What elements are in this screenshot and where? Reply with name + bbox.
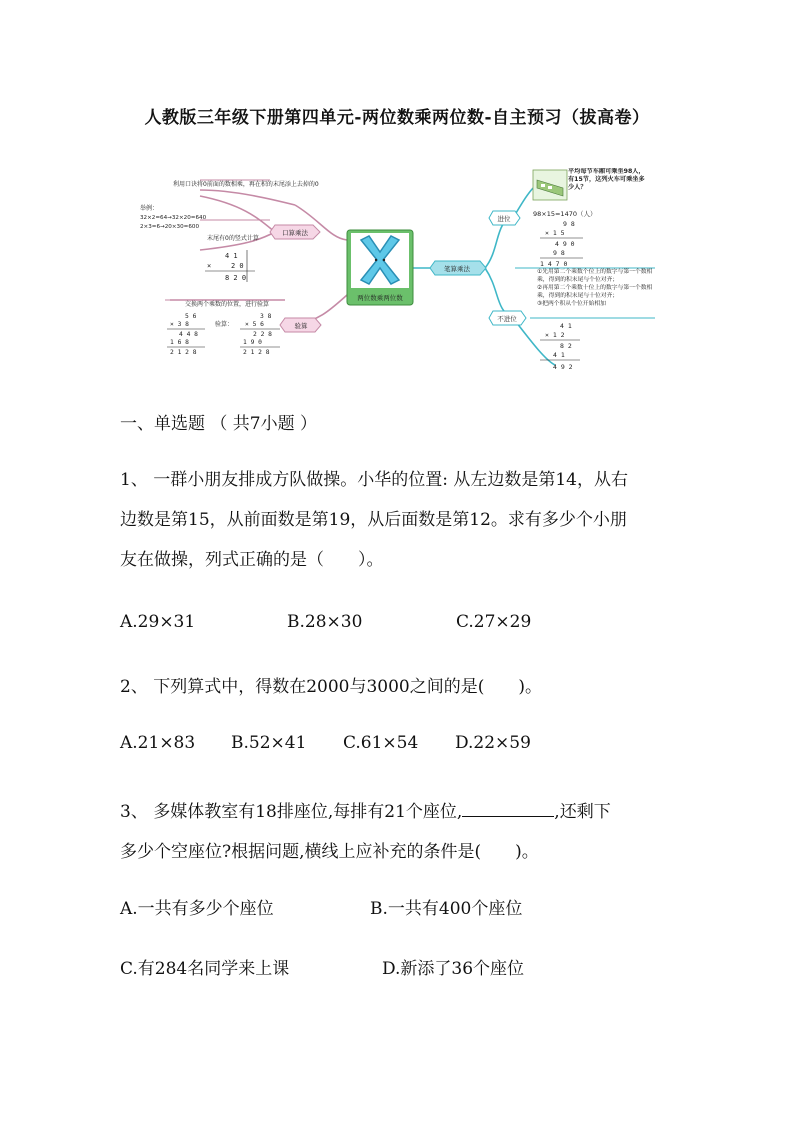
svg-text:2 0: 2 0: [231, 262, 244, 270]
branch-nocarry: 不进位: [497, 315, 517, 323]
option-c[interactable]: C.有284名同学来上课: [120, 959, 290, 979]
example-1: 32×2=64→32×20=640: [140, 215, 207, 221]
question-1-line-3: 友在做操，列式正确的是（ ）。: [120, 550, 384, 570]
svg-text:× 1 2: × 1 2: [545, 331, 565, 339]
svg-text:8 2: 8 2: [560, 342, 572, 350]
example-label: 举例：: [140, 205, 159, 212]
svg-text:1 4 7 0: 1 4 7 0: [540, 260, 568, 268]
branch-check: 验算: [294, 322, 308, 330]
question-3-line-1: [120, 792, 611, 832]
question-3-text-b: ,还剩下: [554, 802, 611, 822]
question-3-line-2: 多少个空座位?根据问题,横线上应补充的条件是( )。: [120, 842, 539, 862]
option-d[interactable]: D.22×59: [455, 733, 531, 753]
svg-text:4 1: 4 1: [560, 322, 572, 330]
option-b[interactable]: B.一共有400个座位: [370, 899, 523, 919]
svg-text:× 3 8: × 3 8: [170, 321, 189, 328]
zero-note: 末尾有0的竖式计算: [207, 235, 259, 242]
svg-text:1 6 8: 1 6 8: [170, 339, 189, 346]
option-c[interactable]: C.61×54: [343, 733, 419, 753]
svg-text:× 1 5: × 1 5: [545, 229, 565, 237]
question-1-line-2: 边数是第15，从前面数是第19，从后面数是第12。求有多少个小朋: [120, 510, 627, 530]
section-heading: 一、单选题 （ 共7小题 ）: [120, 414, 318, 434]
option-a[interactable]: A.一共有多少个座位: [120, 899, 274, 919]
rule-3: ③把两个积从个位开始相加: [537, 301, 606, 307]
svg-text:2 1 2 8: 2 1 2 8: [243, 349, 270, 356]
svg-text:2 2 8: 2 2 8: [253, 331, 272, 338]
option-d[interactable]: D.新添了36个座位: [382, 959, 525, 979]
svg-text:4 4 8: 4 4 8: [179, 331, 198, 338]
svg-text:2 1 2 8: 2 1 2 8: [170, 349, 197, 356]
example-2: 2×3=6→20×30=600: [140, 224, 200, 230]
train-icon: [533, 170, 567, 200]
mind-map: [135, 160, 660, 375]
option-c[interactable]: C.27×29: [456, 612, 532, 632]
center-label: 两位数乘两位数: [357, 294, 403, 302]
branch-oral: 口算乘法: [282, 229, 308, 237]
svg-text:×: ×: [207, 262, 212, 270]
check-note: 交换两个乘数的位置，进行验算: [185, 301, 270, 308]
branch-carry: 进位: [497, 215, 511, 223]
svg-text:× 5 6: × 5 6: [245, 321, 264, 328]
svg-text:3 8: 3 8: [260, 313, 272, 320]
answer-blank: [462, 800, 554, 817]
svg-text:4 1: 4 1: [225, 252, 238, 260]
svg-text:8 2 0: 8 2 0: [225, 274, 247, 282]
option-b[interactable]: B.52×41: [231, 733, 307, 753]
check-label: 验算：: [215, 321, 234, 328]
question-1: [120, 460, 628, 580]
question-2: 2、 下列算式中，得数在2000与3000之间的是( )。: [120, 677, 543, 697]
page-title: 人教版三年级下册第四单元-两位数乘两位数-自主预习（拔高卷）: [144, 108, 650, 128]
option-b[interactable]: B.28×30: [287, 612, 363, 632]
rule-2: ②再用第二个乘数十位上的数字与第一个数相乘，得到的积末尾与十位对齐；: [537, 285, 653, 299]
branch-written: 笔算乘法: [444, 265, 470, 273]
train-problem: 平均每节车厢可乘坐98人，有15节，这列火车可乘坐多少人？: [568, 168, 645, 191]
rule-1: ①先用第二个乘数个位上的数字与第一个数相乘，得到的积末尾与个位对齐；: [537, 269, 653, 283]
option-a[interactable]: A.21×83: [120, 733, 196, 753]
question-3-text-a: 3、 多媒体教室有18排座位,每排有21个座位,: [120, 802, 463, 822]
question-1-line-1: 1、 一群小朋友排成方队做操。小华的位置: 从左边数是第14，从右: [120, 470, 628, 490]
option-a[interactable]: A.29×31: [120, 612, 196, 632]
carry-equation: 98×15=1470（人）: [533, 210, 597, 218]
oral-note: 利用口诀将0前面的数相乘，再在积的末尾添上去掉的0: [173, 181, 319, 188]
svg-text:4 9 2: 4 9 2: [553, 363, 573, 371]
svg-text:9 8: 9 8: [553, 249, 565, 257]
svg-text:1 9 0: 1 9 0: [243, 339, 262, 346]
svg-text:4 1: 4 1: [553, 351, 565, 359]
svg-text:9 8: 9 8: [563, 220, 575, 228]
svg-text:4 9 0: 4 9 0: [555, 240, 575, 248]
question-3: [120, 792, 611, 872]
svg-text:5 6: 5 6: [185, 313, 197, 320]
